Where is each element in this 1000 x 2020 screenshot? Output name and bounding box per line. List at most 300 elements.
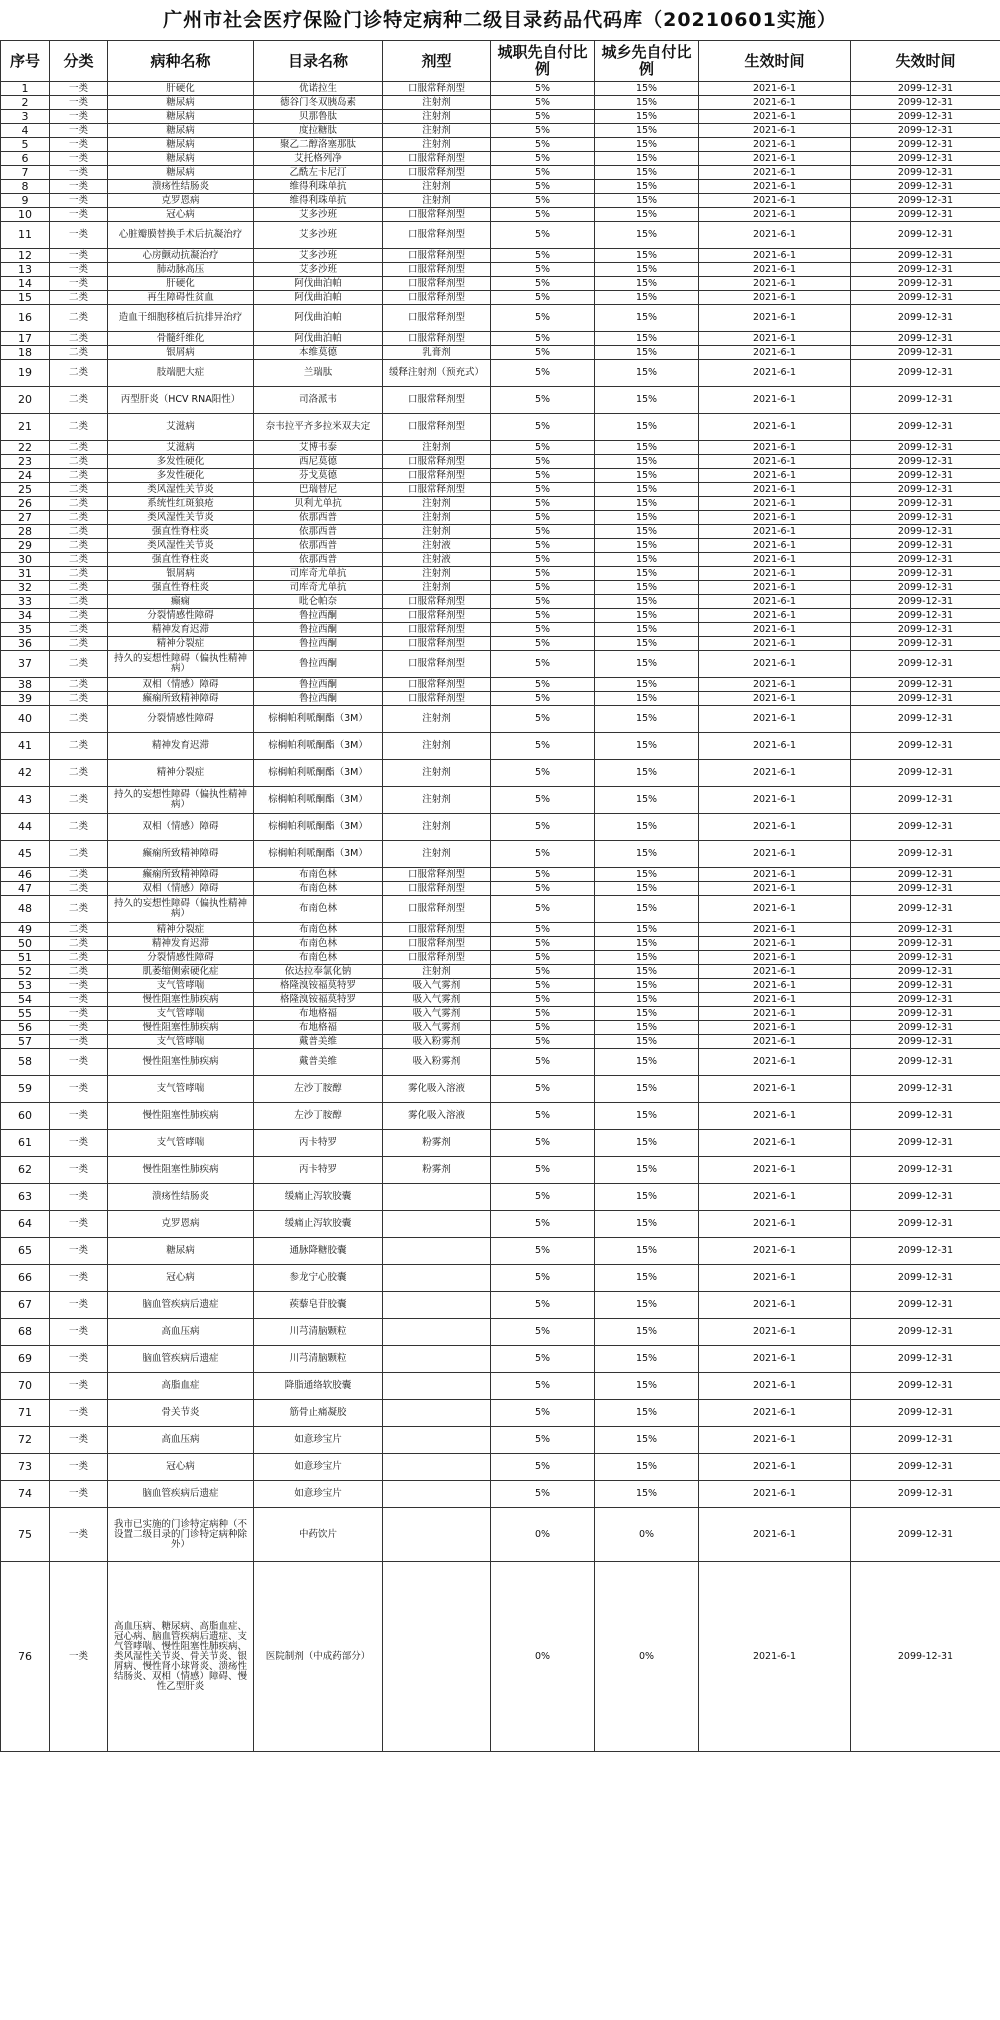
cell-form	[383, 1319, 491, 1346]
cell-category: 二类	[50, 965, 108, 979]
table-row	[1, 760, 1000, 787]
cell-effective-date: 2021-6-1	[699, 124, 851, 138]
cell-seq: 31	[1, 567, 50, 581]
cell-urban-worker-ratio: 5%	[491, 1049, 595, 1076]
cell-category: 二类	[50, 787, 108, 814]
cell-disease: 高血压病、糖尿病、高脂血症、冠心病、脑血管疾病后遗症、支气管哮喘、慢性阻塞性肺疾病、类风湿性关节炎、骨关节炎、银屑病、慢性肾小球肾炎、溃疡性结肠炎、双相（情感）障碍、慢性乙型肝炎	[108, 1562, 254, 1752]
cell-urban-worker-ratio: 5%	[491, 553, 595, 567]
table-row	[1, 609, 1000, 623]
cell-urban-worker-ratio: 5%	[491, 760, 595, 787]
cell-effective-date: 2021-6-1	[699, 414, 851, 441]
cell-effective-date: 2021-6-1	[699, 760, 851, 787]
cell-urban-worker-ratio: 5%	[491, 1157, 595, 1184]
cell-expire-date: 2099-12-31	[851, 979, 1000, 993]
cell-drug: 芬戈莫德	[254, 469, 383, 483]
table-row	[1, 1238, 1000, 1265]
cell-seq: 2	[1, 96, 50, 110]
table-row	[1, 96, 1000, 110]
header-effective-date: 生效时间	[699, 41, 851, 82]
cell-disease: 糖尿病	[108, 152, 254, 166]
cell-disease: 肌萎缩侧索硬化症	[108, 965, 254, 979]
cell-effective-date: 2021-6-1	[699, 332, 851, 346]
cell-disease: 再生障碍性贫血	[108, 291, 254, 305]
cell-disease: 糖尿病	[108, 110, 254, 124]
cell-category: 二类	[50, 609, 108, 623]
cell-disease: 艾滋病	[108, 441, 254, 455]
cell-drug: 依那西普	[254, 539, 383, 553]
cell-expire-date: 2099-12-31	[851, 263, 1000, 277]
cell-disease: 癫痫所致精神障碍	[108, 692, 254, 706]
cell-seq: 29	[1, 539, 50, 553]
cell-effective-date: 2021-6-1	[699, 277, 851, 291]
cell-expire-date: 2099-12-31	[851, 455, 1000, 469]
header-category: 分类	[50, 41, 108, 82]
cell-disease: 强直性脊柱炎	[108, 553, 254, 567]
cell-seq: 42	[1, 760, 50, 787]
cell-expire-date: 2099-12-31	[851, 414, 1000, 441]
cell-urban-rural-ratio: 15%	[595, 497, 699, 511]
cell-form: 口服常释剂型	[383, 82, 491, 96]
cell-urban-rural-ratio: 15%	[595, 346, 699, 360]
cell-urban-worker-ratio: 5%	[491, 868, 595, 882]
cell-disease: 支气管哮喘	[108, 1130, 254, 1157]
cell-drug: 棕榈帕利哌酮酯（3M）	[254, 760, 383, 787]
cell-urban-worker-ratio: 5%	[491, 951, 595, 965]
cell-effective-date: 2021-6-1	[699, 1562, 851, 1752]
cell-effective-date: 2021-6-1	[699, 581, 851, 595]
cell-seq: 10	[1, 208, 50, 222]
cell-drug: 布南色林	[254, 868, 383, 882]
cell-disease: 持久的妄想性障碍（偏执性精神病）	[108, 896, 254, 923]
cell-expire-date: 2099-12-31	[851, 868, 1000, 882]
cell-urban-rural-ratio: 15%	[595, 469, 699, 483]
cell-urban-rural-ratio: 15%	[595, 124, 699, 138]
cell-urban-rural-ratio: 15%	[595, 180, 699, 194]
table-row	[1, 567, 1000, 581]
cell-form	[383, 1508, 491, 1562]
cell-disease: 类风湿性关节炎	[108, 483, 254, 497]
cell-effective-date: 2021-6-1	[699, 305, 851, 332]
cell-effective-date: 2021-6-1	[699, 360, 851, 387]
table-row	[1, 152, 1000, 166]
cell-urban-worker-ratio: 5%	[491, 1211, 595, 1238]
cell-form: 吸入粉雾剂	[383, 1049, 491, 1076]
cell-drug: 吡仑帕奈	[254, 595, 383, 609]
cell-form	[383, 1184, 491, 1211]
cell-disease: 丙型肝炎（HCV RNA阳性）	[108, 387, 254, 414]
cell-urban-worker-ratio: 5%	[491, 332, 595, 346]
cell-drug: 棕榈帕利哌酮酯（3M）	[254, 841, 383, 868]
cell-urban-rural-ratio: 15%	[595, 414, 699, 441]
cell-urban-rural-ratio: 15%	[595, 993, 699, 1007]
cell-drug: 左沙丁胺醇	[254, 1103, 383, 1130]
cell-seq: 19	[1, 360, 50, 387]
cell-drug: 格隆溴铵福莫特罗	[254, 979, 383, 993]
cell-category: 一类	[50, 1007, 108, 1021]
cell-urban-worker-ratio: 5%	[491, 1265, 595, 1292]
cell-effective-date: 2021-6-1	[699, 1157, 851, 1184]
cell-expire-date: 2099-12-31	[851, 882, 1000, 896]
cell-seq: 22	[1, 441, 50, 455]
cell-category: 二类	[50, 291, 108, 305]
cell-category: 一类	[50, 1346, 108, 1373]
cell-urban-worker-ratio: 5%	[491, 1021, 595, 1035]
cell-seq: 52	[1, 965, 50, 979]
cell-seq: 4	[1, 124, 50, 138]
cell-expire-date: 2099-12-31	[851, 1427, 1000, 1454]
cell-category: 一类	[50, 166, 108, 180]
cell-form	[383, 1292, 491, 1319]
cell-drug: 布地格福	[254, 1007, 383, 1021]
cell-form: 注射剂	[383, 787, 491, 814]
cell-category: 一类	[50, 263, 108, 277]
table-row	[1, 814, 1000, 841]
cell-category: 二类	[50, 678, 108, 692]
cell-effective-date: 2021-6-1	[699, 965, 851, 979]
table-row	[1, 1292, 1000, 1319]
cell-effective-date: 2021-6-1	[699, 1184, 851, 1211]
cell-expire-date: 2099-12-31	[851, 951, 1000, 965]
cell-form: 口服常释剂型	[383, 291, 491, 305]
cell-urban-rural-ratio: 15%	[595, 1130, 699, 1157]
cell-drug: 阿伐曲泊帕	[254, 332, 383, 346]
cell-effective-date: 2021-6-1	[699, 1103, 851, 1130]
cell-expire-date: 2099-12-31	[851, 1373, 1000, 1400]
cell-seq: 37	[1, 651, 50, 678]
cell-seq: 71	[1, 1400, 50, 1427]
cell-urban-worker-ratio: 5%	[491, 1454, 595, 1481]
cell-category: 一类	[50, 1211, 108, 1238]
table-row	[1, 222, 1000, 249]
cell-category: 一类	[50, 222, 108, 249]
cell-expire-date: 2099-12-31	[851, 814, 1000, 841]
cell-disease: 慢性阻塞性肺疾病	[108, 1021, 254, 1035]
cell-urban-rural-ratio: 15%	[595, 692, 699, 706]
cell-seq: 25	[1, 483, 50, 497]
cell-seq: 65	[1, 1238, 50, 1265]
table-row	[1, 1481, 1000, 1508]
cell-form: 粉雾剂	[383, 1130, 491, 1157]
cell-category: 二类	[50, 733, 108, 760]
cell-urban-rural-ratio: 15%	[595, 1103, 699, 1130]
cell-drug: 棕榈帕利哌酮酯（3M）	[254, 706, 383, 733]
cell-effective-date: 2021-6-1	[699, 1427, 851, 1454]
cell-form: 乳膏剂	[383, 346, 491, 360]
cell-disease: 双相（情感）障碍	[108, 882, 254, 896]
cell-disease: 糖尿病	[108, 96, 254, 110]
cell-form: 口服常释剂型	[383, 623, 491, 637]
cell-category: 一类	[50, 1035, 108, 1049]
cell-drug: 阿伐曲泊帕	[254, 277, 383, 291]
cell-disease: 强直性脊柱炎	[108, 581, 254, 595]
cell-drug: 布南色林	[254, 937, 383, 951]
cell-category: 二类	[50, 567, 108, 581]
cell-drug: 布南色林	[254, 951, 383, 965]
cell-category: 一类	[50, 152, 108, 166]
cell-urban-rural-ratio: 15%	[595, 208, 699, 222]
cell-urban-worker-ratio: 5%	[491, 1130, 595, 1157]
cell-effective-date: 2021-6-1	[699, 483, 851, 497]
cell-disease: 冠心病	[108, 208, 254, 222]
cell-seq: 70	[1, 1373, 50, 1400]
cell-drug: 降脂通络软胶囊	[254, 1373, 383, 1400]
cell-effective-date: 2021-6-1	[699, 263, 851, 277]
cell-drug: 鲁拉西酮	[254, 678, 383, 692]
cell-urban-rural-ratio: 15%	[595, 249, 699, 263]
cell-effective-date: 2021-6-1	[699, 814, 851, 841]
cell-form: 注射剂	[383, 124, 491, 138]
cell-drug: 依那西普	[254, 511, 383, 525]
cell-urban-worker-ratio: 5%	[491, 511, 595, 525]
cell-urban-worker-ratio: 5%	[491, 1373, 595, 1400]
cell-urban-rural-ratio: 15%	[595, 305, 699, 332]
table-row	[1, 678, 1000, 692]
table-row	[1, 525, 1000, 539]
cell-urban-worker-ratio: 5%	[491, 1035, 595, 1049]
cell-expire-date: 2099-12-31	[851, 525, 1000, 539]
cell-urban-rural-ratio: 0%	[595, 1562, 699, 1752]
cell-expire-date: 2099-12-31	[851, 1400, 1000, 1427]
cell-effective-date: 2021-6-1	[699, 979, 851, 993]
table-row	[1, 1157, 1000, 1184]
cell-expire-date: 2099-12-31	[851, 511, 1000, 525]
table-row	[1, 1265, 1000, 1292]
cell-category: 一类	[50, 1103, 108, 1130]
cell-seq: 5	[1, 138, 50, 152]
cell-effective-date: 2021-6-1	[699, 787, 851, 814]
cell-seq: 45	[1, 841, 50, 868]
cell-urban-rural-ratio: 15%	[595, 814, 699, 841]
table-row	[1, 553, 1000, 567]
cell-urban-rural-ratio: 15%	[595, 787, 699, 814]
table-row	[1, 497, 1000, 511]
cell-effective-date: 2021-6-1	[699, 1049, 851, 1076]
cell-form: 注射剂	[383, 441, 491, 455]
cell-form: 口服常释剂型	[383, 414, 491, 441]
cell-category: 二类	[50, 455, 108, 469]
cell-category: 一类	[50, 1508, 108, 1562]
cell-drug: 艾多沙班	[254, 208, 383, 222]
cell-urban-rural-ratio: 15%	[595, 441, 699, 455]
table-row	[1, 733, 1000, 760]
cell-form	[383, 1265, 491, 1292]
cell-disease: 溃疡性结肠炎	[108, 180, 254, 194]
cell-drug: 鲁拉西酮	[254, 623, 383, 637]
cell-urban-worker-ratio: 5%	[491, 414, 595, 441]
cell-category: 一类	[50, 194, 108, 208]
table-row	[1, 637, 1000, 651]
cell-drug: 川芎清脑颗粒	[254, 1319, 383, 1346]
cell-urban-rural-ratio: 15%	[595, 1021, 699, 1035]
cell-disease: 骨髓纤维化	[108, 332, 254, 346]
cell-effective-date: 2021-6-1	[699, 868, 851, 882]
header-form: 剂型	[383, 41, 491, 82]
cell-category: 一类	[50, 110, 108, 124]
cell-disease: 精神分裂症	[108, 637, 254, 651]
cell-form: 缓释注射剂（预充式）	[383, 360, 491, 387]
cell-expire-date: 2099-12-31	[851, 706, 1000, 733]
cell-effective-date: 2021-6-1	[699, 609, 851, 623]
cell-urban-rural-ratio: 15%	[595, 979, 699, 993]
cell-disease: 癫痫所致精神障碍	[108, 868, 254, 882]
cell-urban-worker-ratio: 5%	[491, 124, 595, 138]
cell-disease: 肝硬化	[108, 277, 254, 291]
cell-form: 注射液	[383, 539, 491, 553]
cell-category: 一类	[50, 1157, 108, 1184]
cell-seq: 11	[1, 222, 50, 249]
cell-disease: 糖尿病	[108, 124, 254, 138]
table-row	[1, 923, 1000, 937]
cell-urban-rural-ratio: 15%	[595, 152, 699, 166]
cell-expire-date: 2099-12-31	[851, 180, 1000, 194]
cell-category: 二类	[50, 346, 108, 360]
cell-category: 二类	[50, 760, 108, 787]
cell-urban-worker-ratio: 5%	[491, 609, 595, 623]
cell-disease: 糖尿病	[108, 138, 254, 152]
cell-category: 一类	[50, 96, 108, 110]
cell-seq: 62	[1, 1157, 50, 1184]
cell-category: 一类	[50, 1454, 108, 1481]
cell-seq: 35	[1, 623, 50, 637]
cell-disease: 支气管哮喘	[108, 979, 254, 993]
cell-expire-date: 2099-12-31	[851, 124, 1000, 138]
cell-form: 口服常释剂型	[383, 937, 491, 951]
cell-form: 口服常释剂型	[383, 305, 491, 332]
cell-seq: 32	[1, 581, 50, 595]
cell-drug: 丙卡特罗	[254, 1130, 383, 1157]
cell-category: 二类	[50, 441, 108, 455]
cell-drug: 如意珍宝片	[254, 1481, 383, 1508]
cell-urban-rural-ratio: 15%	[595, 96, 699, 110]
cell-effective-date: 2021-6-1	[699, 1035, 851, 1049]
cell-seq: 60	[1, 1103, 50, 1130]
cell-seq: 39	[1, 692, 50, 706]
cell-expire-date: 2099-12-31	[851, 483, 1000, 497]
cell-disease: 糖尿病	[108, 166, 254, 180]
cell-form: 注射剂	[383, 733, 491, 760]
cell-disease: 溃疡性结肠炎	[108, 1184, 254, 1211]
cell-category: 二类	[50, 414, 108, 441]
cell-disease: 类风湿性关节炎	[108, 539, 254, 553]
table-row	[1, 249, 1000, 263]
cell-expire-date: 2099-12-31	[851, 96, 1000, 110]
cell-category: 二类	[50, 332, 108, 346]
cell-effective-date: 2021-6-1	[699, 623, 851, 637]
cell-expire-date: 2099-12-31	[851, 623, 1000, 637]
cell-form: 注射剂	[383, 706, 491, 733]
cell-urban-rural-ratio: 15%	[595, 1319, 699, 1346]
cell-urban-worker-ratio: 5%	[491, 1076, 595, 1103]
cell-drug: 艾多沙班	[254, 249, 383, 263]
cell-seq: 53	[1, 979, 50, 993]
cell-urban-rural-ratio: 15%	[595, 1400, 699, 1427]
cell-disease: 肢端肥大症	[108, 360, 254, 387]
cell-effective-date: 2021-6-1	[699, 441, 851, 455]
cell-disease: 脑血管疾病后遗症	[108, 1481, 254, 1508]
cell-urban-rural-ratio: 15%	[595, 1211, 699, 1238]
table-row	[1, 1103, 1000, 1130]
table-row	[1, 937, 1000, 951]
cell-urban-rural-ratio: 15%	[595, 222, 699, 249]
cell-category: 二类	[50, 814, 108, 841]
cell-seq: 8	[1, 180, 50, 194]
cell-effective-date: 2021-6-1	[699, 841, 851, 868]
cell-urban-rural-ratio: 15%	[595, 567, 699, 581]
cell-effective-date: 2021-6-1	[699, 1076, 851, 1103]
cell-category: 二类	[50, 692, 108, 706]
cell-disease: 支气管哮喘	[108, 1076, 254, 1103]
cell-disease: 糖尿病	[108, 1238, 254, 1265]
cell-disease: 分裂情感性障碍	[108, 609, 254, 623]
cell-form: 注射剂	[383, 841, 491, 868]
table-row	[1, 1508, 1000, 1562]
cell-urban-rural-ratio: 15%	[595, 651, 699, 678]
cell-urban-worker-ratio: 5%	[491, 539, 595, 553]
cell-urban-rural-ratio: 15%	[595, 706, 699, 733]
cell-urban-worker-ratio: 5%	[491, 1103, 595, 1130]
table-row	[1, 882, 1000, 896]
cell-urban-worker-ratio: 5%	[491, 692, 595, 706]
cell-expire-date: 2099-12-31	[851, 441, 1000, 455]
cell-effective-date: 2021-6-1	[699, 651, 851, 678]
cell-urban-worker-ratio: 5%	[491, 1238, 595, 1265]
cell-urban-worker-ratio: 5%	[491, 346, 595, 360]
cell-urban-rural-ratio: 15%	[595, 1454, 699, 1481]
cell-expire-date: 2099-12-31	[851, 1007, 1000, 1021]
cell-category: 一类	[50, 1238, 108, 1265]
cell-urban-worker-ratio: 5%	[491, 441, 595, 455]
cell-seq: 38	[1, 678, 50, 692]
table-row	[1, 332, 1000, 346]
table-row	[1, 1211, 1000, 1238]
cell-urban-worker-ratio: 5%	[491, 110, 595, 124]
cell-seq: 6	[1, 152, 50, 166]
table-row	[1, 1007, 1000, 1021]
cell-urban-rural-ratio: 15%	[595, 291, 699, 305]
cell-drug: 司库奇尤单抗	[254, 567, 383, 581]
cell-urban-worker-ratio: 5%	[491, 965, 595, 979]
cell-expire-date: 2099-12-31	[851, 678, 1000, 692]
cell-expire-date: 2099-12-31	[851, 923, 1000, 937]
header-disease: 病种名称	[108, 41, 254, 82]
cell-disease: 分裂情感性障碍	[108, 951, 254, 965]
cell-seq: 75	[1, 1508, 50, 1562]
cell-drug: 戴普美维	[254, 1049, 383, 1076]
table-row	[1, 979, 1000, 993]
cell-urban-rural-ratio: 15%	[595, 1373, 699, 1400]
cell-expire-date: 2099-12-31	[851, 1076, 1000, 1103]
cell-drug: 布地格福	[254, 1021, 383, 1035]
cell-disease: 造血干细胞移植后抗排异治疗	[108, 305, 254, 332]
cell-drug: 参龙宁心胶囊	[254, 1265, 383, 1292]
cell-category: 二类	[50, 469, 108, 483]
cell-urban-worker-ratio: 5%	[491, 1427, 595, 1454]
cell-form: 吸入粉雾剂	[383, 1035, 491, 1049]
cell-urban-worker-ratio: 5%	[491, 623, 595, 637]
table-row	[1, 1319, 1000, 1346]
cell-effective-date: 2021-6-1	[699, 937, 851, 951]
cell-expire-date: 2099-12-31	[851, 1211, 1000, 1238]
cell-expire-date: 2099-12-31	[851, 567, 1000, 581]
cell-form: 口服常释剂型	[383, 868, 491, 882]
cell-form: 注射剂	[383, 581, 491, 595]
cell-drug: 缓痛止泻软胶囊	[254, 1211, 383, 1238]
cell-disease: 心脏瓣膜替换手术后抗凝治疗	[108, 222, 254, 249]
cell-expire-date: 2099-12-31	[851, 1481, 1000, 1508]
cell-form: 注射剂	[383, 138, 491, 152]
table-row	[1, 263, 1000, 277]
cell-category: 一类	[50, 1292, 108, 1319]
